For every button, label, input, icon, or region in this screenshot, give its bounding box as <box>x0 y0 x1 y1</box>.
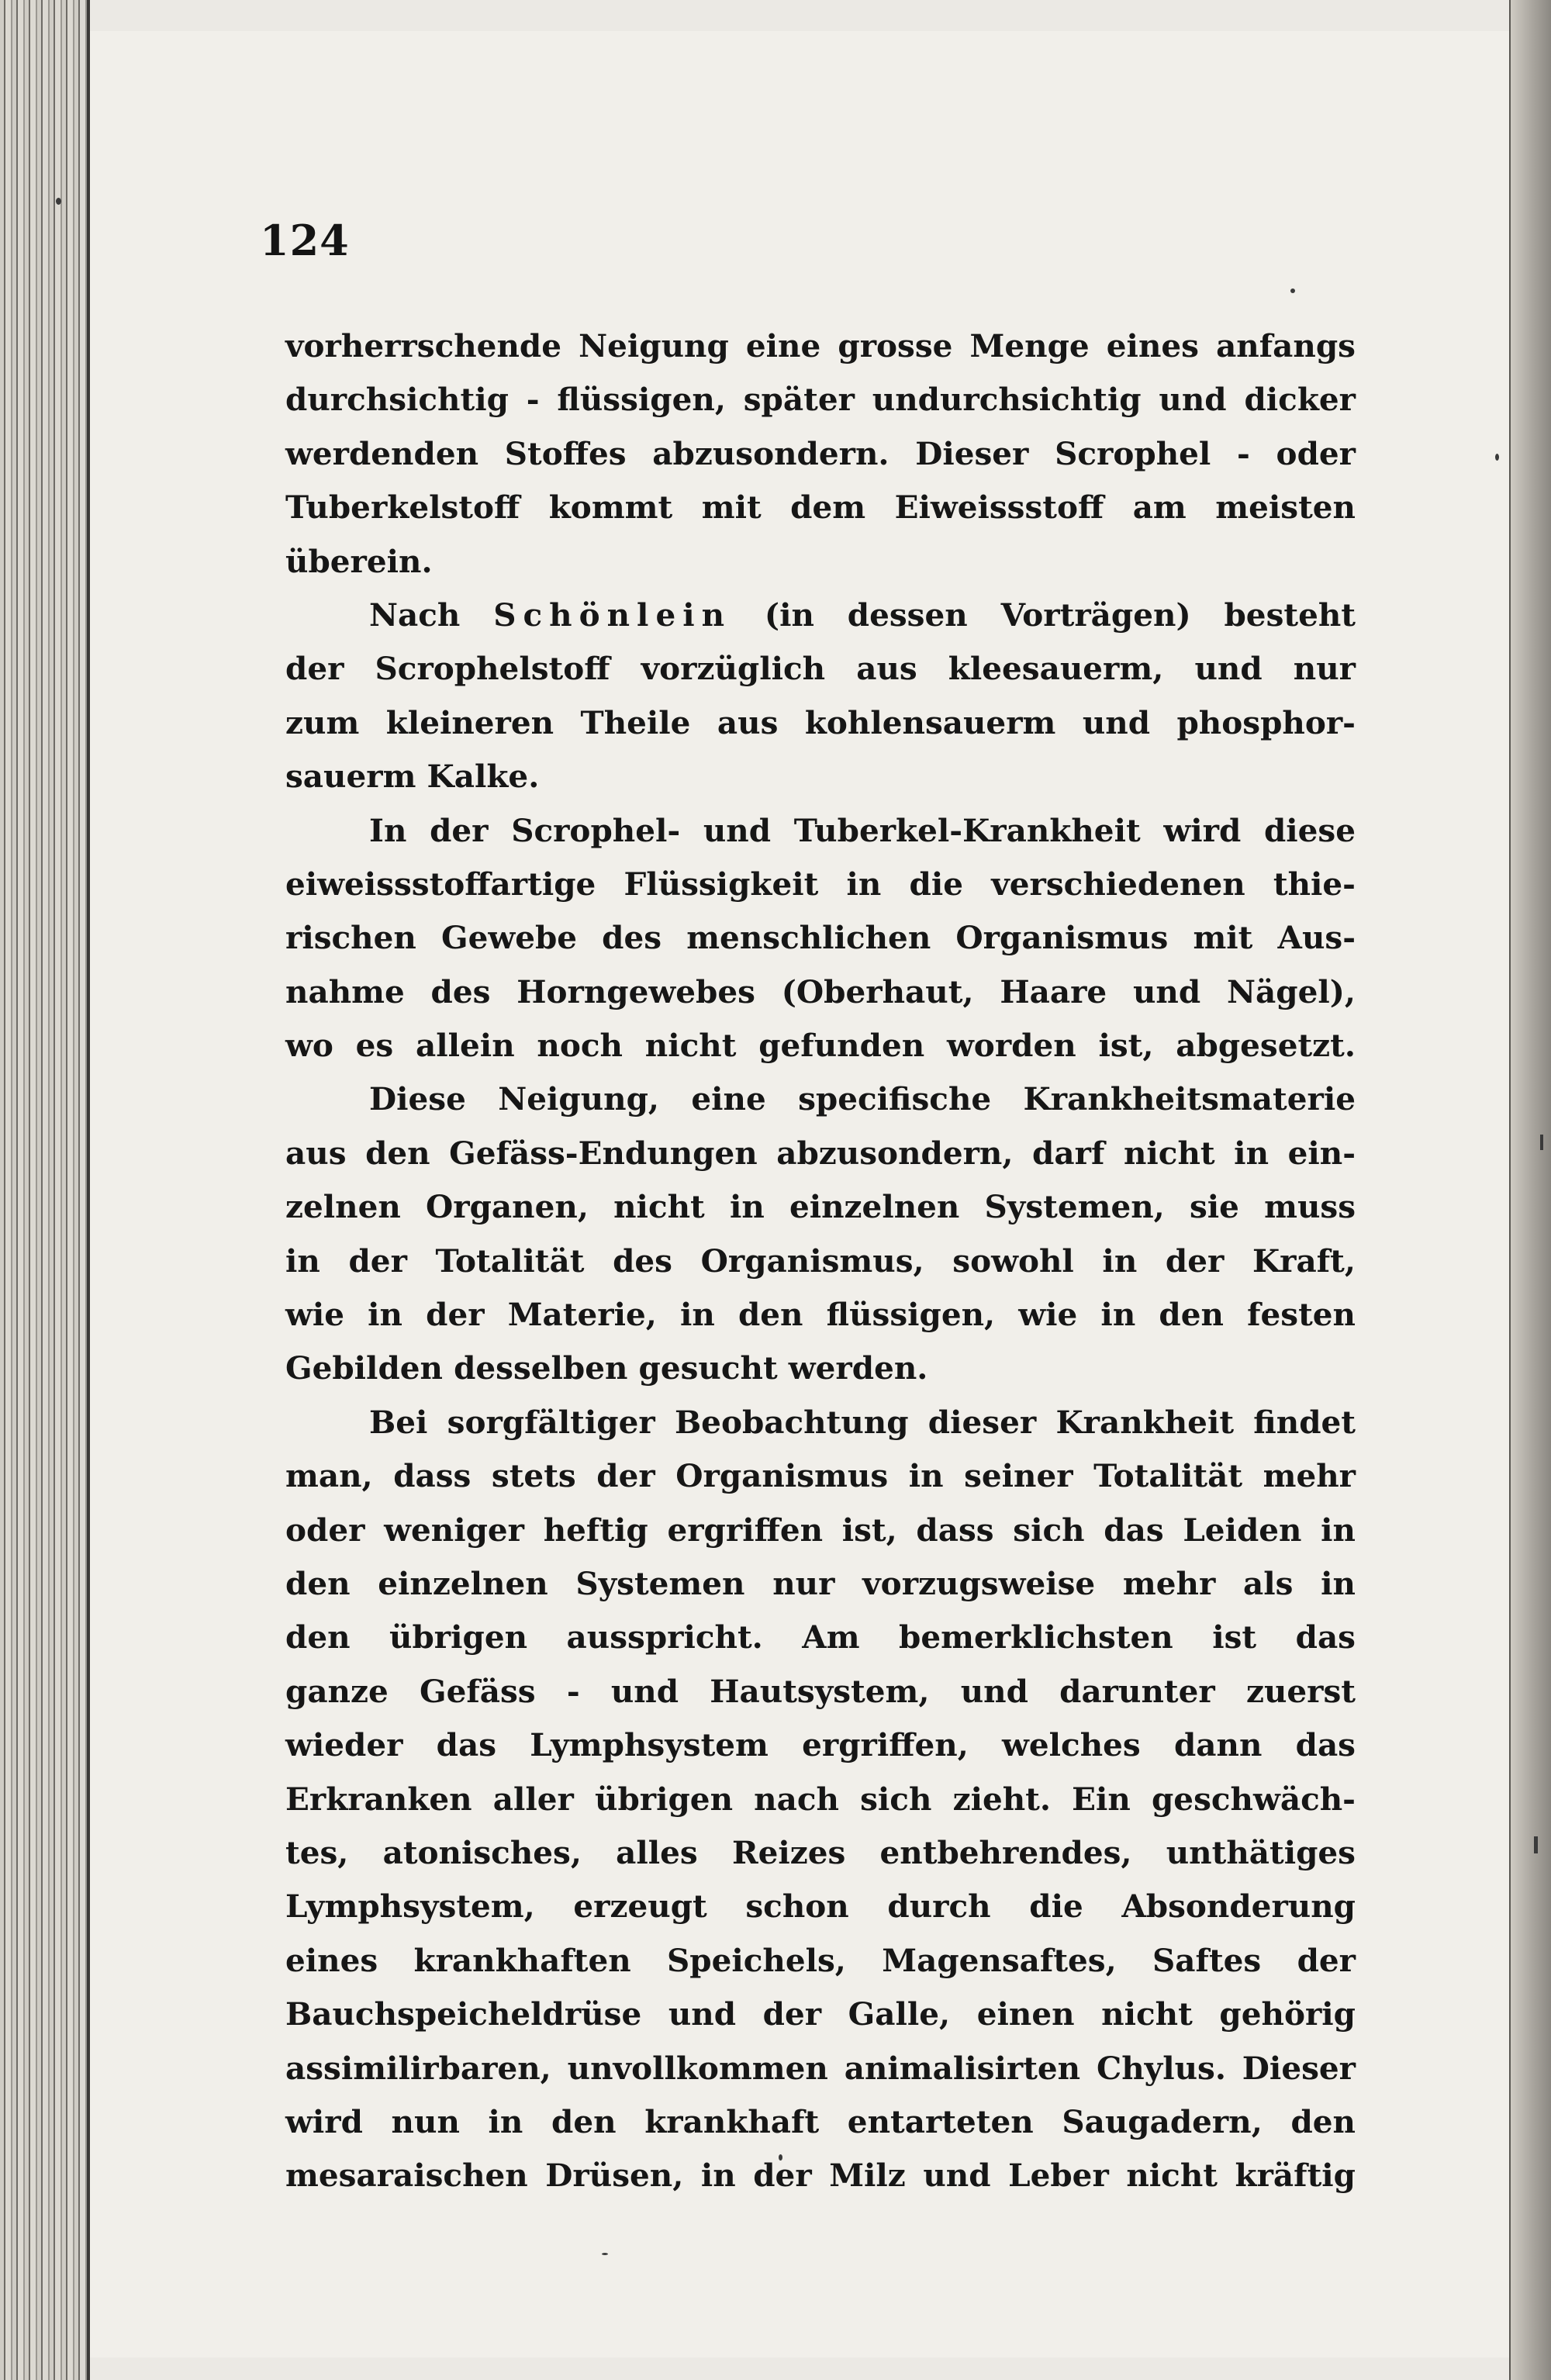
text-line: nahme des Horngewebes (Oberhaut, Haare und Nägel), <box>285 972 1356 1010</box>
ink-speck <box>1290 288 1295 293</box>
text-line: den übrigen ausspricht. Am bemerklichsten ist das <box>285 1618 1356 1656</box>
text-line: überein. <box>285 542 433 580</box>
text-line: vorherrschende Neigung eine grosse Menge eines anfangs <box>285 327 1356 364</box>
text-line: den einzelnen Systemen nur vorzugsweise mehr als in <box>285 1564 1356 1602</box>
text-line: Tuberkelstoff kommt mit dem Eiweissstoff am meisten <box>285 489 1356 527</box>
text-line: Bauchspeicheldrüse und der Galle, einen nicht gehörig <box>285 1995 1356 2033</box>
ink-speck <box>56 198 61 205</box>
text-line: sauerm Kalke. <box>285 758 540 796</box>
text-line: Lymphsystem, erzeugt schon durch die Absonderung <box>285 1888 1356 1926</box>
text-line: eines krankhaften Speichels, Magensaftes, Saftes der <box>285 1941 1356 1979</box>
text-line: Gebilden desselben gesucht werden. <box>285 1349 928 1387</box>
text-line: der Scrophelstoff vorzüglich aus kleesauerm, und nur <box>285 650 1356 688</box>
page-number: 124 <box>260 216 350 265</box>
text-line: wo es allein noch nicht gefunden worden ist, abgesetzt. <box>285 1027 1356 1065</box>
text-line: Erkranken aller übrigen nach sich zieht. Ein geschwäch- <box>285 1780 1356 1818</box>
ink-speck <box>602 2253 608 2255</box>
text-line: eiweissstoffartige Flüssigkeit in die verschiedenen thie- <box>285 865 1356 903</box>
text-line: zelnen Organen, nicht in einzelnen Systemen, sie muss <box>285 1188 1356 1226</box>
ink-speck <box>1540 1135 1543 1150</box>
text-line: aus den Gefäss-Endungen abzusondern, darf nicht in ein- <box>285 1134 1356 1172</box>
ink-speck <box>1534 1836 1538 1853</box>
text-line: tes, atonisches, alles Reizes entbehrendes, unthätiges <box>285 1833 1356 1871</box>
text-line: in der Totalität des Organismus, sowohl in der Kraft, <box>285 1242 1356 1280</box>
text-line <box>285 589 1356 642</box>
text-line: Bei sorgfältiger Beobachtung dieser Krankheit findet <box>369 1403 1356 1441</box>
text-line: wird nun in den krankhaft entarteten Saugadern, den <box>285 2102 1356 2140</box>
text-line: assimilirbaren, unvollkommen animalisirten Chylus. Dieser <box>285 2049 1356 2087</box>
text-line: durchsichtig - flüssigen, später undurchsichtig und dicker <box>285 381 1356 419</box>
text-line: man, dass stets der Organismus in seiner Totalität mehr <box>285 1457 1356 1495</box>
text-line: werdenden Stoffes abzusondern. Dieser Scrophel - oder <box>285 434 1356 472</box>
text-fragment: Nach <box>369 596 494 634</box>
text-line: ganze Gefäss - und Hautsystem, und darunter zuerst <box>285 1672 1356 1710</box>
text-line: oder weniger heftig ergriffen ist, dass sich das Leiden in <box>285 1511 1356 1549</box>
text-line: zum kleineren Theile aus kohlensauerm und phosphor- <box>285 703 1356 741</box>
text-line: In der Scrophel- und Tuberkel-Krankheit wird diese <box>369 811 1356 849</box>
text-line: wie in der Materie, in den flüssigen, wie in den festen <box>285 1296 1356 1334</box>
body-text <box>285 320 1356 2203</box>
text-line: mesaraischen Drüsen, in der Milz und Leber nicht kräftig <box>285 2157 1356 2195</box>
text-line: wieder das Lymphsystem ergriffen, welches dann das <box>285 1726 1356 1764</box>
book-gutter <box>1509 0 1551 2380</box>
book-page-edges <box>0 0 90 2380</box>
author-name: Schönlein <box>493 596 732 634</box>
ink-speck <box>1495 454 1499 461</box>
text-fragment: (in dessen Vorträgen) besteht <box>731 596 1356 634</box>
text-line: Diese Neigung, eine specifische Krankheitsmaterie <box>369 1080 1356 1118</box>
text-line: rischen Gewebe des menschlichen Organismus mit Aus- <box>285 919 1356 957</box>
